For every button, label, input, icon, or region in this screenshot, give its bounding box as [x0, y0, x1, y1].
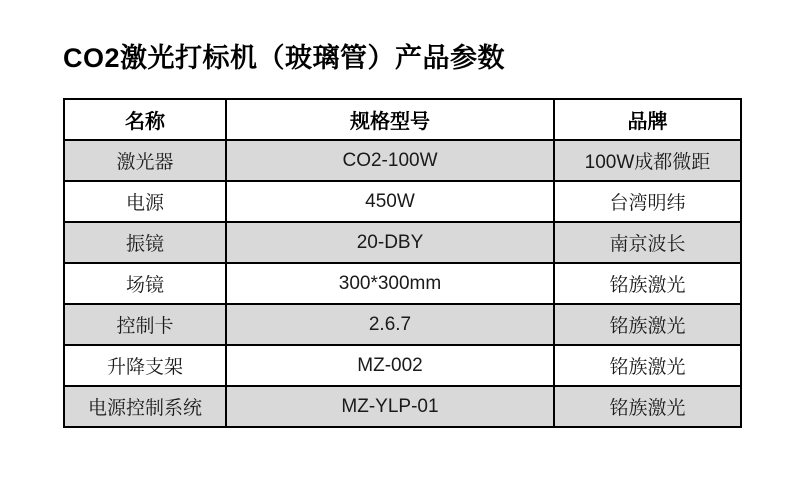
cell-brand: 铭族激光: [554, 345, 741, 386]
cell-brand: 南京波长: [554, 222, 741, 263]
cell-spec: 450W: [226, 181, 554, 222]
cell-brand: 铭族激光: [554, 386, 741, 427]
cell-brand: 铭族激光: [554, 263, 741, 304]
column-header-name: 名称: [64, 99, 226, 140]
cell-name: 场镜: [64, 263, 226, 304]
table-row: [64, 345, 741, 386]
column-header-spec: 规格型号: [226, 99, 554, 140]
table-row: [64, 263, 741, 304]
cell-name: 升降支架: [64, 345, 226, 386]
cell-name: 电源: [64, 181, 226, 222]
cell-spec: MZ-YLP-01: [226, 386, 554, 427]
cell-spec: 300*300mm: [226, 263, 554, 304]
cell-spec: CO2-100W: [226, 140, 554, 181]
cell-brand: 100W成都微距: [554, 140, 741, 181]
cell-spec: MZ-002: [226, 345, 554, 386]
cell-brand: 铭族激光: [554, 304, 741, 345]
cell-brand: 台湾明纬: [554, 181, 741, 222]
table-row: [64, 386, 741, 427]
cell-spec: 20-DBY: [226, 222, 554, 263]
table-header-row: [64, 99, 741, 140]
cell-name: 电源控制系统: [64, 386, 226, 427]
cell-name: 激光器: [64, 140, 226, 181]
page-title: CO2激光打标机（玻璃管）产品参数: [63, 43, 506, 73]
column-header-brand: 品牌: [554, 99, 741, 140]
table-row: [64, 222, 741, 263]
cell-name: 控制卡: [64, 304, 226, 345]
product-spec-table: [63, 98, 742, 428]
cell-spec: 2.6.7: [226, 304, 554, 345]
cell-name: 振镜: [64, 222, 226, 263]
table-row: [64, 304, 741, 345]
table-row: [64, 140, 741, 181]
table-row: [64, 181, 741, 222]
